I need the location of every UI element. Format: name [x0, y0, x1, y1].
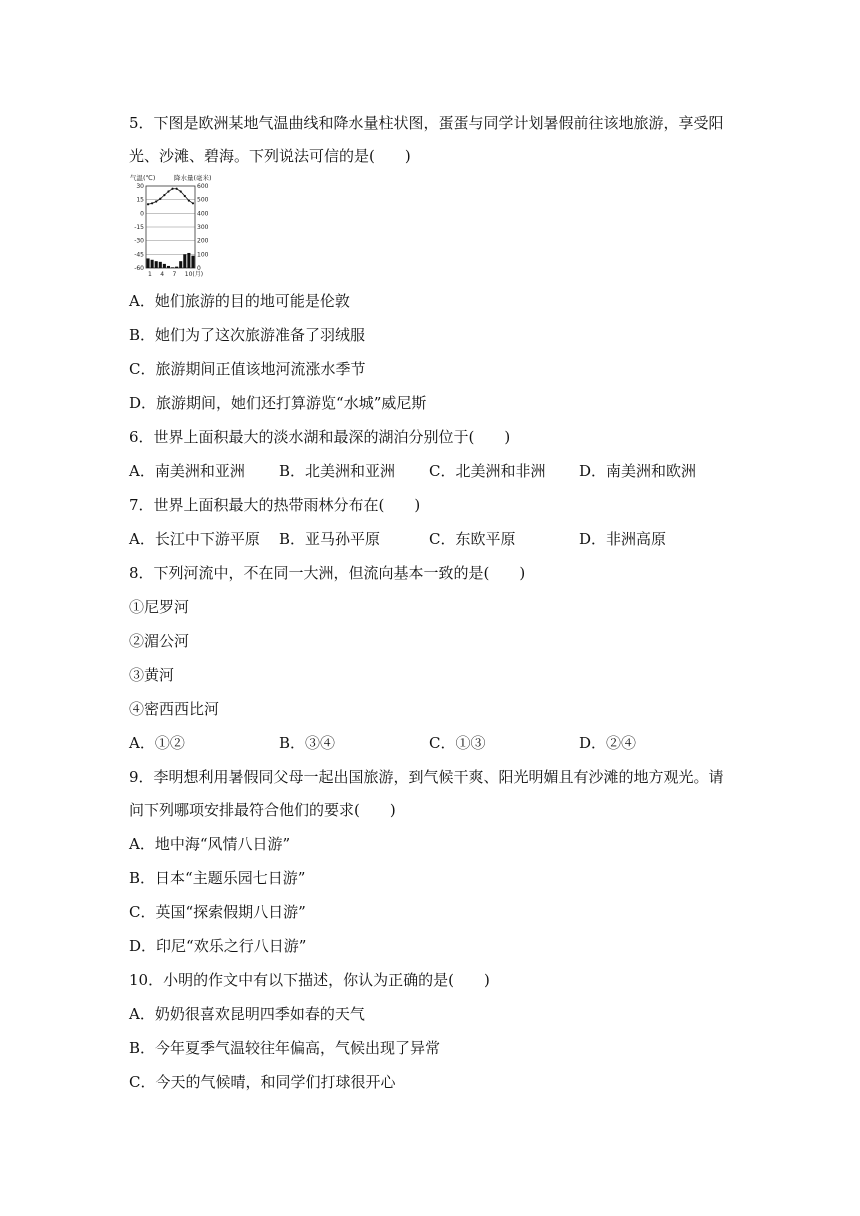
q10-option-c: C．今天的气候晴，和同学们打球很开心 [129, 1073, 396, 1091]
q7-option-a: A．长江中下游平原 [129, 530, 260, 548]
chart-temp-point [159, 198, 161, 200]
chart-temp-point [163, 194, 165, 196]
chart-right-tick: 0 [197, 265, 201, 272]
chart-precip-bar [191, 256, 194, 268]
chart-precip-bar [175, 267, 178, 268]
q8-item-3: ③黄河 [129, 666, 175, 684]
chart-x-ticks [148, 270, 203, 278]
q6-option-c: C．北美洲和非洲 [429, 462, 546, 480]
chart-precip-bar [187, 253, 190, 268]
chart-precip-bar [159, 262, 162, 268]
q5-stem-line2: 光、沙滩、碧海。下列说法可信的是( ) [129, 147, 411, 165]
chart-temp-point [192, 202, 194, 204]
q8-options [129, 733, 769, 753]
chart-left-tick: -60 [134, 265, 144, 272]
q5-option-b: B．她们为了这次旅游准备了羽绒服 [129, 326, 366, 344]
q9-option-b: B．日本“主题乐园七日游” [129, 869, 306, 887]
chart-right-tick: 100 [197, 251, 209, 259]
climate-chart [124, 172, 224, 282]
chart-right-tick: 200 [197, 237, 209, 245]
q7-stem: 7．世界上面积最大的热带雨林分布在( ) [129, 496, 421, 514]
chart-x-tick: 4 [160, 271, 165, 278]
q6-option-d: D．南美洲和欧洲 [579, 462, 697, 480]
q7-option-b: B．亚马孙平原 [279, 530, 381, 548]
chart-x-tick: 1 [148, 271, 152, 278]
chart-precip-label: 降水量(毫米) [174, 174, 212, 182]
chart-precip-bar [171, 267, 174, 268]
chart-left-tick: -30 [134, 237, 144, 245]
chart-precip-bar [179, 261, 182, 268]
q6-stem: 6．世界上面积最大的淡水湖和最深的湖泊分别位于( ) [129, 428, 511, 446]
chart-right-tick: 500 [197, 196, 209, 204]
chart-right-tick: 600 [197, 183, 209, 190]
q8-item-2: ②湄公河 [129, 632, 190, 650]
q9-option-a: A．地中海“风情八日游” [129, 835, 291, 853]
q7-option-d: D．非洲高原 [579, 530, 667, 548]
q5-option-a: A．她们旅游的目的地可能是伦敦 [129, 292, 350, 310]
q10-option-a: A．奶奶很喜欢昆明四季如春的天气 [129, 1005, 365, 1023]
chart-precip-bar [167, 266, 170, 268]
q5-stem-line1: 5．下图是欧洲某地气温曲线和降水量柱状图，蛋蛋与同学计划暑假前往该地旅游，享受阳 [129, 114, 724, 132]
q7-option-c: C．东欧平原 [429, 530, 516, 548]
chart-temp-point [180, 190, 182, 192]
chart-left-tick: 0 [140, 210, 144, 218]
chart-x-tick: 7 [172, 271, 177, 278]
chart-left-tick: -15 [134, 224, 144, 231]
chart-left-ticks [134, 183, 144, 272]
chart-precip-bar [147, 258, 150, 268]
chart-left-tick: -45 [134, 251, 144, 259]
chart-precip-bar [163, 264, 166, 268]
q6-option-b: B．北美洲和亚洲 [279, 462, 396, 480]
chart-temp-point [151, 202, 153, 204]
chart-x-tick: 10(月) [184, 271, 204, 278]
chart-left-tick: 30 [136, 183, 144, 190]
chart-right-tick: 400 [197, 210, 209, 218]
q9-stem-line2: 问下列哪项安排最符合他们的要求( ) [129, 801, 396, 819]
chart-temp-point [176, 188, 178, 190]
chart-left-tick: 15 [136, 196, 144, 204]
chart-temp-curve [147, 188, 194, 206]
q9-option-c: C．英国“探索假期八日游” [129, 903, 306, 921]
chart-temp-point [147, 203, 149, 205]
q9-option-d: D．印尼“欢乐之行八日游” [129, 937, 307, 955]
chart-right-ticks [197, 183, 209, 272]
q5-option-c: C．旅游期间正值该地河流涨水季节 [129, 360, 366, 378]
q8-item-4: ④密西西比河 [129, 700, 220, 718]
chart-temp-label: 气温(℃) [130, 174, 156, 182]
q8-option-d: D．②④ [579, 734, 637, 752]
chart-temp-point [184, 195, 186, 197]
q10-stem: 10．小明的作文中有以下描述，你认为正确的是( ) [129, 971, 490, 989]
chart-temp-point [188, 199, 190, 201]
q8-option-b: B．③④ [279, 734, 336, 752]
q8-stem: 8．下列河流中，不在同一大洲，但流向基本一致的是( ) [129, 564, 526, 582]
chart-right-tick: 300 [197, 224, 209, 231]
chart-temp-line [148, 189, 193, 204]
q10-option-b: B．今年夏季气温较往年偏高，气候出现了异常 [129, 1039, 441, 1057]
q8-option-c: C．①③ [429, 734, 486, 752]
q8-item-1: ①尼罗河 [129, 598, 190, 616]
chart-temp-point [155, 200, 157, 202]
q9-stem-line1: 9．李明想利用暑假同父母一起出国旅游，到气候干爽、阳光明媚且有沙滩的地方观光。请 [129, 768, 724, 786]
chart-precip-bar [183, 254, 186, 268]
q5-option-d: D．旅游期间，她们还打算游览“水城”威尼斯 [129, 394, 427, 412]
chart-precip-bars [147, 253, 195, 268]
chart-temp-point [167, 190, 169, 192]
chart-precip-bar [151, 260, 154, 268]
q7-options [129, 529, 769, 549]
q8-option-a: A．①② [129, 734, 185, 752]
chart-precip-bar [155, 261, 158, 268]
q6-options [129, 461, 769, 481]
chart-temp-point [171, 188, 173, 190]
q6-option-a: A．南美洲和亚洲 [129, 462, 245, 480]
